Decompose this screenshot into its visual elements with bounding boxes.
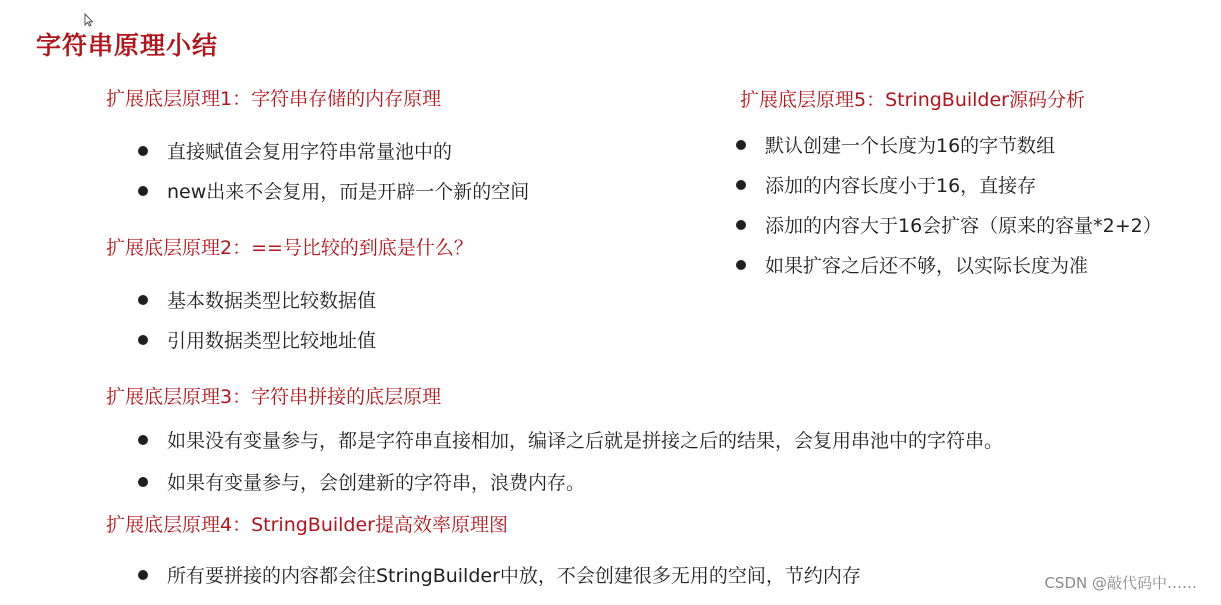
list-item: 添加的内容长度小于16，直接存 [736,174,1036,198]
bullet-dot [138,146,148,156]
list-item: 所有要拼接的内容都会往StringBuilder中放，不会创建很多无用的空间，节约内存 [138,564,861,588]
list-item: 引用数据类型比较地址值 [138,329,376,353]
bullet-dot [736,180,746,190]
bullet-dot [138,477,148,487]
bullet-dot [138,186,148,196]
section-heading-4: 扩展底层原理4：StringBuilder提高效率原理图 [106,514,508,536]
list-item: 直接赋值会复用字符串常量池中的 [138,140,452,164]
bullet-dot [138,435,148,445]
bullet-dot [736,260,746,270]
section-heading-3: 扩展底层原理3：字符串拼接的底层原理 [106,386,442,408]
bullet-dot [138,335,148,345]
page-title: 字符串原理小结 [36,31,219,60]
section-heading-1: 扩展底层原理1：字符串存储的内存原理 [106,88,442,110]
list-item: 如果有变量参与，会创建新的字符串，浪费内存。 [138,471,585,495]
bullet-dot [138,570,148,580]
list-item: 如果扩容之后还不够，以实际长度为准 [736,254,1088,278]
bullet-dot [138,295,148,305]
mouse-cursor-icon [84,12,94,26]
section-heading-5: 扩展底层原理5：StringBuilder源码分析 [740,89,1085,111]
list-item: new出来不会复用，而是开辟一个新的空间 [138,180,529,204]
bullet-dot [736,140,746,150]
bullet-dot [736,220,746,230]
list-item: 基本数据类型比较数据值 [138,289,376,313]
section-heading-2: 扩展底层原理2：==号比较的到底是什么？ [106,237,473,259]
list-item: 默认创建一个长度为16的字节数组 [736,134,1055,158]
list-item: 添加的内容大于16会扩容（原来的容量*2+2） [736,214,1162,238]
watermark: CSDN @敲代码中…… [1044,574,1197,592]
list-item: 如果没有变量参与，都是字符串直接相加，编译之后就是拼接之后的结果，会复用串池中的字符串。 [138,429,1003,453]
